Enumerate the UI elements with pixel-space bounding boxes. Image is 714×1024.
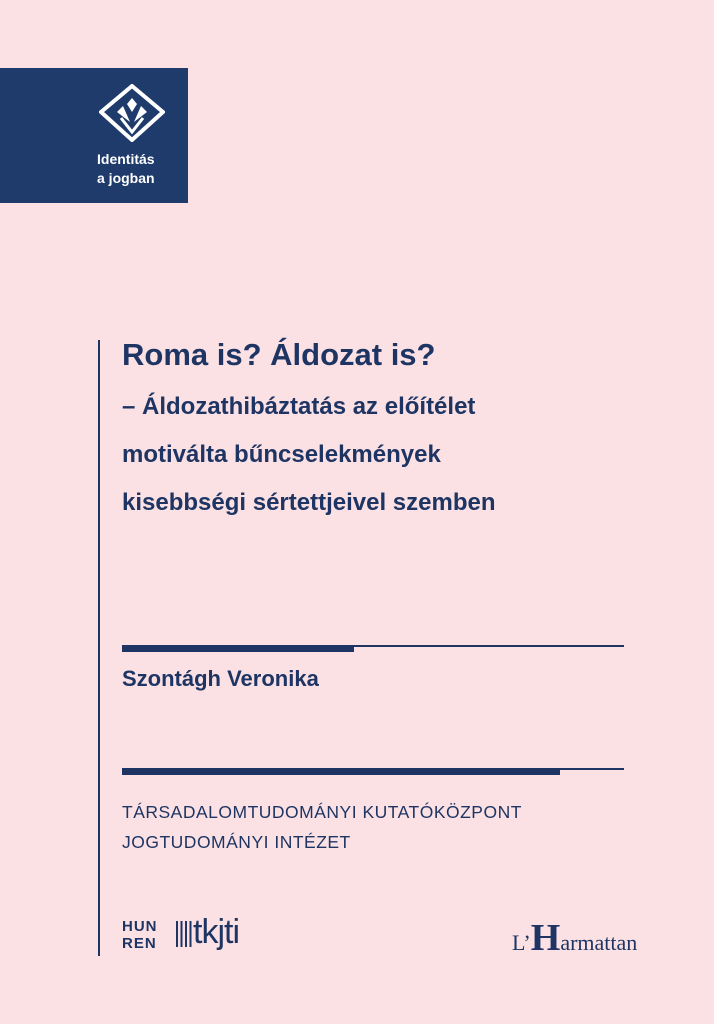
- institute-line2: JOGTUDOMÁNYI INTÉZET: [122, 832, 351, 852]
- divider-thick-bottom: [122, 769, 560, 775]
- hun-ren-logo: [122, 918, 158, 952]
- vertical-divider: [98, 340, 100, 956]
- author-name: Szontágh Veronika: [122, 666, 319, 691]
- tkjti-bars-icon: [176, 918, 192, 952]
- subtitle-line: – Áldozathibáztatás az előítélet: [122, 393, 476, 420]
- hun-text: HUN: [122, 918, 158, 935]
- title-main: Roma is? Áldozat is?: [122, 337, 436, 372]
- institute-line1: TÁRSADALOMTUDOMÁNYI KUTATÓKÖZPONT: [122, 802, 522, 822]
- harmattan-rest: armattan: [560, 930, 638, 955]
- title-subtitle: [122, 383, 682, 527]
- divider-thick-top: [122, 646, 354, 652]
- tkjti-logo-text: tkjti: [193, 913, 239, 951]
- subtitle-line: motiválta bűncselekmények: [122, 441, 441, 468]
- harmattan-prefix: L’: [512, 930, 531, 955]
- ren-text: REN: [122, 935, 157, 952]
- series-title-line1: Identitás: [97, 151, 155, 167]
- series-title-line2: a jogban: [97, 170, 155, 186]
- subtitle-line: kisebbségi sértettjeivel szemben: [122, 489, 496, 516]
- harmattan-logo: [512, 917, 638, 959]
- diamond-emblem-icon: [99, 84, 165, 142]
- series-title: [97, 150, 155, 188]
- book-title: [122, 331, 682, 527]
- harmattan-h: H: [530, 917, 561, 959]
- institute-name: [122, 797, 522, 857]
